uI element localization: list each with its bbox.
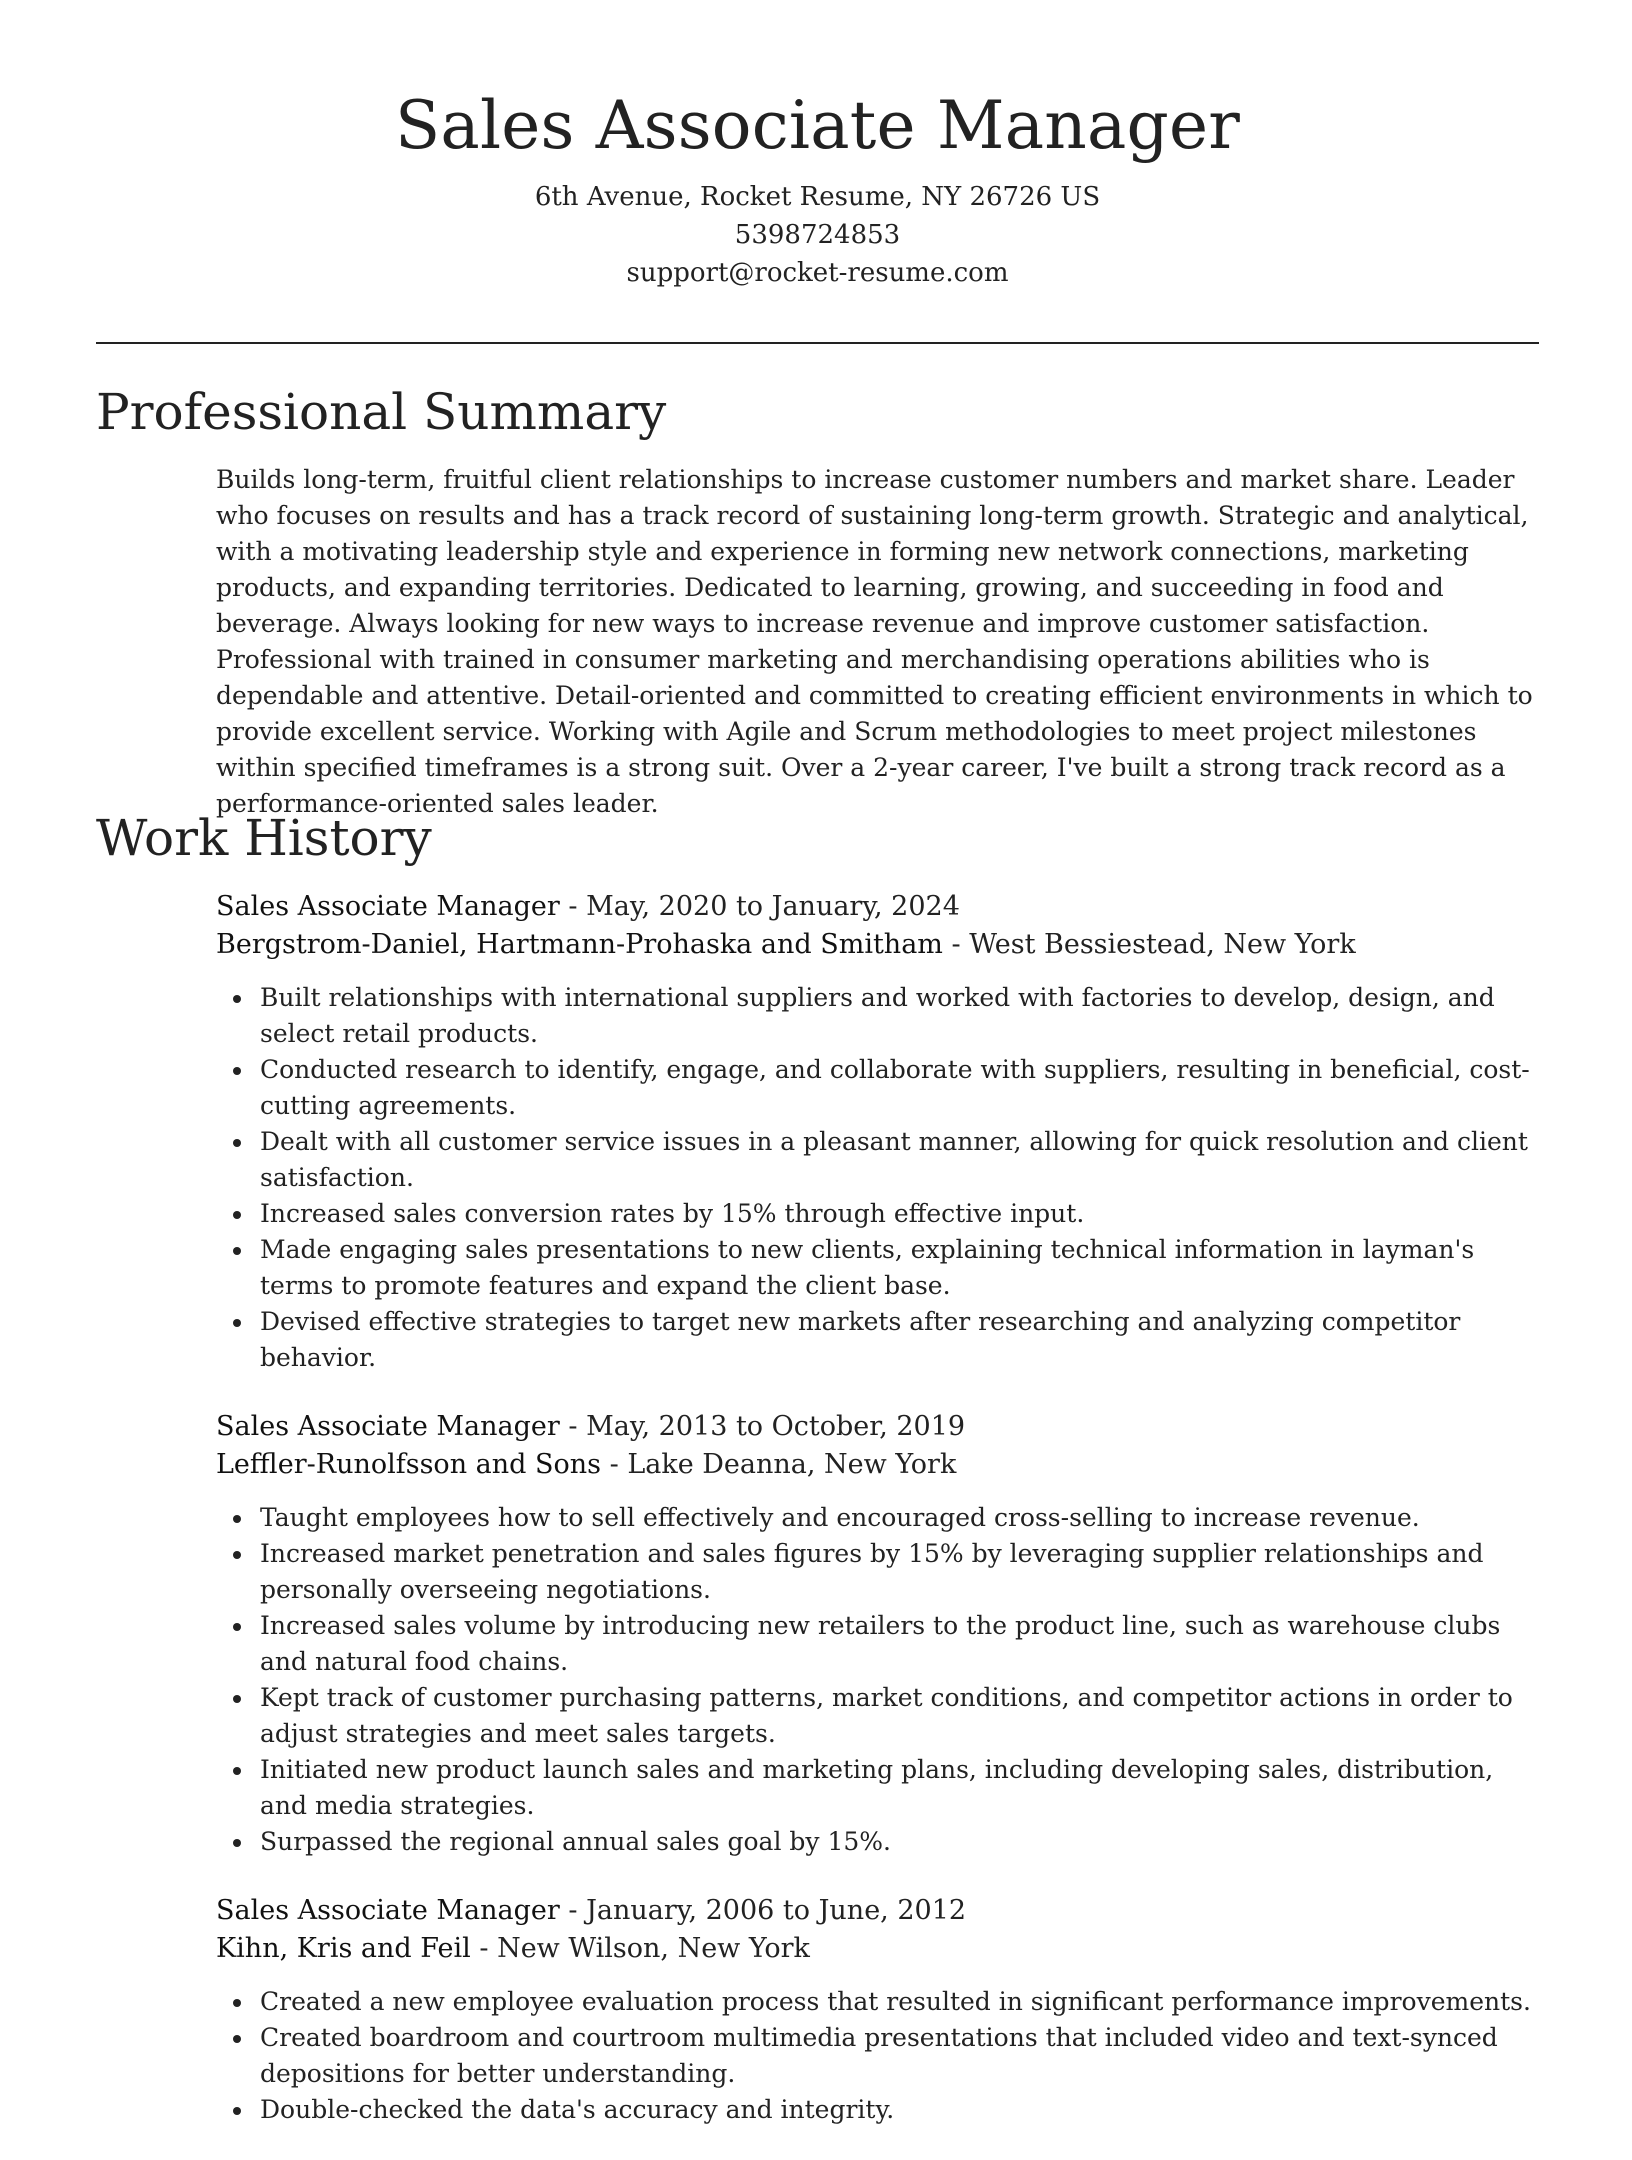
job-title-line [216,1408,1546,1446]
job-location: New Wilson, New York [497,1933,810,1964]
separator: - [470,1933,498,1964]
separator: - [559,1411,587,1442]
address: 6th Avenue, Rocket Resume, NY 26726 US [534,182,1101,212]
job-entry [216,1892,1546,2128]
bullet-item: Increased sales volume by introducing new retailers to the product line, such as warehouse clubs and natural food chains. [260,1608,1546,1680]
company-name: Bergstrom-Daniel, Hartmann-Prohaska and Smitham [216,929,943,960]
bullet-item: Devised effective strategies to target new markets after researching and analyzing competitor behavior. [260,1304,1546,1376]
separator: - [559,891,587,922]
bullet-item: Surpassed the regional annual sales goal by 15%. [260,1824,1546,1860]
job-title: Sales Associate Manager [216,891,560,922]
work-history-heading: Work History [96,809,432,867]
email-address: support@rocket-resume.com [626,258,1009,288]
phone-number: 5398724853 [734,220,901,250]
resume-header [96,80,1539,292]
bullet-item: Made engaging sales presentations to new clients, explaining technical information in layman's terms to promote features and expand the client base. [260,1232,1546,1304]
header-divider [96,342,1539,344]
work-history-list [216,888,1546,2160]
bullet-item: Increased sales conversion rates by 15% through effective input. [260,1196,1546,1232]
separator: - [559,1895,587,1926]
job-location: Lake Deanna, New York [627,1449,957,1480]
job-dates: May, 2020 to January, 2024 [586,891,960,922]
bullet-item: Double-checked the data's accuracy and integrity. [260,2092,1546,2128]
separator: - [942,929,970,960]
bullet-item: Initiated new product launch sales and marketing plans, including developing sales, distribution, and media strategies. [260,1752,1546,1824]
job-bullets [216,980,1546,1376]
job-dates: May, 2013 to October, 2019 [586,1411,966,1442]
bullet-item: Built relationships with international suppliers and worked with factories to develop, design, and select retail products. [260,980,1546,1052]
job-bullets [216,1984,1546,2128]
summary-text: Builds long-term, fruitful client relationships to increase customer numbers and market share. Leader who focuses on results and has a track record of sustaining long-term growth. Strategic and analytical, with a motivating leadership style and experience in forming new network connections, marketing products, and expanding territories. Dedicated to learning, growing, and succeeding in food and beverage. Always looking for new ways to increase revenue and improve customer satisfaction. Professional with trained in consumer marketing and merchandising operations abilities who is dependable and attentive. Detail-oriented and committed to creating efficient environments in which to provide excellent service. Working with Agile and Scrum methodologies to meet project milestones within specified timeframes is a strong suit. Over a 2-year career, I've built a strong track record as a performance-oriented sales leader. [216,465,1533,818]
job-company-line [216,1446,1546,1484]
bullet-item: Conducted research to identify, engage, and collaborate with suppliers, resulting in beneficial, cost-cutting agreements. [260,1052,1546,1124]
bullet-item: Dealt with all customer service issues in a pleasant manner, allowing for quick resolution and client satisfaction. [260,1124,1546,1196]
company-name: Leffler-Runolfsson and Sons [216,1449,602,1480]
job-bullets [216,1500,1546,1860]
summary-heading: Professional Summary [96,383,667,441]
job-title-line [216,888,1546,926]
job-entry [216,888,1546,1376]
bullet-item: Created boardroom and courtroom multimedia presentations that included video and text-synced depositions for better understanding. [260,2020,1546,2092]
separator: - [601,1449,628,1480]
company-name: Kihn, Kris and Feil [216,1933,471,1964]
job-title-line [216,1892,1546,1930]
job-title: Sales Associate Manager [216,1411,560,1442]
job-dates: January, 2006 to June, 2012 [586,1895,967,1926]
job-entry [216,1408,1546,1860]
candidate-name: Sales Associate Manager [395,87,1240,164]
bullet-item: Increased market penetration and sales figures by 15% by leveraging supplier relationships and personally overseeing negotiations. [260,1536,1546,1608]
bullet-item: Kept track of customer purchasing patterns, market conditions, and competitor actions in order to adjust strategies and meet sales targets. [260,1680,1546,1752]
job-company-line [216,926,1546,964]
bullet-item: Created a new employee evaluation process that resulted in significant performance improvements. [260,1984,1546,2020]
job-company-line [216,1930,1546,1968]
job-location: West Bessiestead, New York [969,929,1356,960]
bullet-item: Taught employees how to sell effectively and encouraged cross-selling to increase revenue. [260,1500,1546,1536]
job-title: Sales Associate Manager [216,1895,560,1926]
